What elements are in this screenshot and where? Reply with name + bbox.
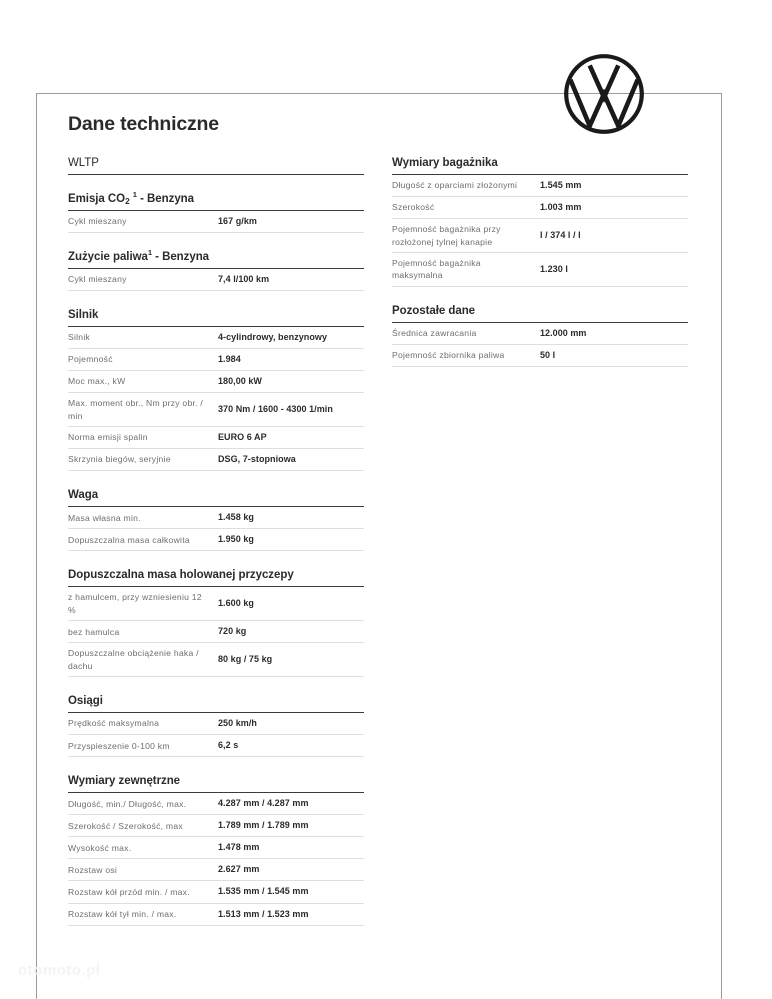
section-title-osiagi: Osiągi [68, 695, 103, 708]
section-title-wltp: WLTP [68, 157, 99, 169]
section-waga [68, 489, 364, 551]
row-label: Pojemność zbiornika paliwa [392, 350, 505, 361]
row-label: Długość z oparciami złożonymi [392, 180, 518, 191]
table-row [68, 349, 364, 371]
row-value: 6,2 s [218, 740, 239, 751]
volkswagen-logo-icon [562, 52, 646, 136]
rows-osiagi [68, 713, 364, 757]
row-label: Rozstaw kół tył min. / max. [68, 908, 177, 919]
section-zuzycie-paliwa [68, 248, 364, 291]
table-row [68, 327, 364, 349]
row-label: Pojemność bagażnika maksymalna [392, 258, 481, 281]
table-row [68, 815, 364, 837]
row-value: 12.000 mm [540, 327, 587, 338]
table-row [68, 427, 364, 449]
row-value: 1.600 kg [218, 598, 254, 609]
section-pozostale-dane [392, 305, 688, 367]
row-label: Cykl mieszany [68, 216, 127, 227]
row-value: 7,4 l/100 km [218, 274, 270, 285]
row-value: 250 km/h [218, 718, 257, 729]
row-label: Dopuszczalna masa całkowita [68, 534, 190, 545]
table-row [392, 175, 688, 197]
rows-wymiary-zewnetrzne [68, 793, 364, 925]
row-value: 370 Nm / 1600 - 4300 1/min [218, 404, 333, 415]
row-value: 1.984 [218, 354, 241, 365]
table-row [68, 507, 364, 529]
left-column [68, 157, 364, 926]
row-label: bez hamulca [68, 626, 120, 637]
row-value: 1.230 l [540, 263, 568, 274]
row-value: 1.458 kg [218, 512, 254, 523]
table-row [392, 345, 688, 367]
section-emisja-co2 [68, 190, 364, 233]
table-row [68, 904, 364, 926]
row-label: Pojemność [68, 354, 113, 365]
table-row [68, 735, 364, 757]
row-value: 1.513 mm / 1.523 mm [218, 908, 309, 919]
table-row [68, 643, 364, 677]
table-row [68, 837, 364, 859]
row-label: Wysokość max. [68, 842, 132, 853]
section-silnik [68, 309, 364, 471]
row-label: z hamulcem, przy wzniesieniu 12 % [68, 592, 202, 615]
table-row [68, 529, 364, 551]
section-rule-wltp [68, 174, 364, 175]
row-value: 4.287 mm / 4.287 mm [218, 798, 309, 809]
rows-waga [68, 507, 364, 551]
table-row [392, 323, 688, 345]
section-title-pozostale-dane: Pozostałe dane [392, 304, 476, 317]
section-title-wymiary-zewnetrzne: Wymiary zewnętrzne [68, 775, 181, 788]
table-row [68, 713, 364, 735]
row-value: 4-cylindrowy, benzynowy [218, 332, 328, 343]
row-label: Moc max., kW [68, 376, 126, 387]
table-row [392, 253, 688, 287]
watermark: otomoto.pl [18, 962, 101, 979]
row-value: 2.627 mm [218, 864, 260, 875]
page-title: Dane techniczne [68, 113, 219, 135]
row-value: EURO 6 AP [218, 432, 267, 443]
section-wymiary-zewnetrzne [68, 775, 364, 925]
section-title-waga: Waga [68, 489, 99, 502]
row-value: 167 g/km [218, 216, 257, 226]
rows-emisja-co2 [68, 211, 364, 233]
row-value: 1.535 mm / 1.545 mm [218, 886, 309, 897]
row-value: 1.950 kg [218, 534, 254, 545]
section-wltp [68, 157, 364, 175]
row-value: 50 l [540, 349, 556, 360]
row-label: Masa własna min. [68, 512, 141, 523]
row-value: 1.545 mm [540, 180, 582, 190]
section-wymiary-bagaznika [392, 157, 688, 287]
row-value: 1.478 mm [218, 842, 260, 853]
row-label: Max. moment obr., Nm przy obr. / min [68, 398, 204, 421]
row-label: Prędkość maksymalna [68, 718, 160, 729]
row-label: Długość, min./ Długość, max. [68, 798, 187, 809]
row-value: l / 374 l / l [540, 230, 581, 241]
row-label: Rozstaw kół przód min. / max. [68, 886, 190, 897]
row-value: 1.789 mm / 1.789 mm [218, 820, 309, 831]
row-value: 180,00 kW [218, 376, 262, 387]
table-row [68, 269, 364, 291]
row-label: Przyspieszenie 0-100 km [68, 740, 170, 751]
row-label: Rozstaw osi [68, 864, 118, 875]
row-value: 1.003 mm [540, 202, 582, 213]
section-title-silnik: Silnik [68, 309, 99, 322]
right-column [392, 157, 688, 367]
table-row [68, 371, 364, 393]
section-title-zuzycie-paliwa: Zużycie paliwa$^1$ - Benzyna [68, 248, 210, 264]
row-label: Pojemność bagażnika przy rozłożonej tylnej kanapie [392, 224, 501, 247]
rows-zuzycie-paliwa [68, 269, 364, 291]
table-row [68, 881, 364, 903]
table-row [392, 197, 688, 219]
section-osiagi [68, 695, 364, 757]
table-row [68, 393, 364, 427]
section-masa-holowana [68, 569, 364, 677]
section-title-wymiary-bagaznika: Wymiary bagażnika [392, 157, 498, 169]
row-value: 80 kg / 75 kg [218, 654, 273, 665]
table-row [68, 621, 364, 643]
table-row [68, 587, 364, 621]
table-row [68, 793, 364, 815]
row-label: Skrzynia biegów, seryjnie [68, 454, 171, 465]
section-title-emisja-co2: Emisja $CO_2$ $^1$ - Benzyna [68, 190, 194, 206]
row-label: Średnica zawracania [392, 328, 477, 339]
rows-masa-holowana [68, 587, 364, 677]
row-label: Cykl mieszany [68, 274, 127, 285]
section-title-masa-holowana: Dopuszczalna masa holowanej przyczepy [68, 569, 294, 582]
row-label: Silnik [68, 332, 91, 343]
rows-silnik [68, 327, 364, 471]
row-label: Szerokość / Szerokość, max [68, 820, 183, 831]
table-row [68, 211, 364, 233]
row-label: Szerokość [392, 202, 435, 213]
table-row [68, 859, 364, 881]
rows-wymiary-bagaznika [392, 175, 688, 287]
row-label: Dopuszczalne obciążenie haka / dachu [68, 648, 199, 671]
table-row [68, 449, 364, 471]
row-value: 720 kg [218, 626, 247, 637]
row-label: Norma emisji spalin [68, 432, 148, 443]
row-value: DSG, 7-stopniowa [218, 454, 296, 465]
table-row [392, 219, 688, 253]
rows-pozostale-dane [392, 323, 688, 367]
